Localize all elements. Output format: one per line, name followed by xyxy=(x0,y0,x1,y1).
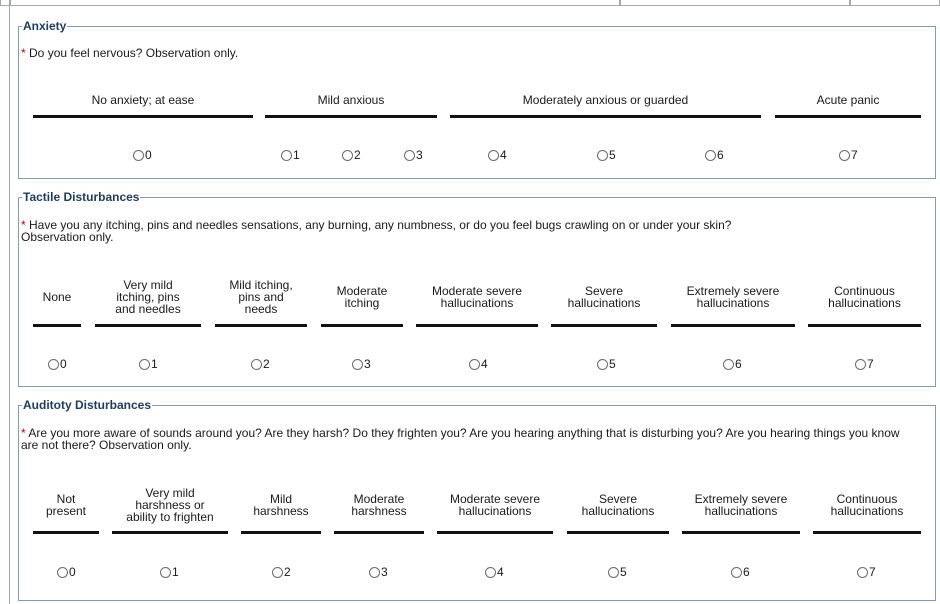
radio-circle[interactable] xyxy=(133,150,144,161)
top-cell xyxy=(10,0,620,6)
group-label-moderate: Moderately anxious or guarded xyxy=(522,93,689,107)
column-label-very-mild: Very mild itching, pins and needles xyxy=(115,278,181,316)
option-value: 6 xyxy=(735,357,742,371)
option-value: 4 xyxy=(481,357,488,371)
column-divider xyxy=(808,324,921,327)
section-tactile-disturbances xyxy=(18,190,936,387)
top-strip xyxy=(0,0,940,6)
radio-circle[interactable] xyxy=(281,150,292,161)
column-label-moderate-severe: Moderate severe hallucinations xyxy=(449,492,541,518)
group-label-acute-panic: Acute panic xyxy=(816,93,880,107)
tactile-option-2[interactable] xyxy=(251,358,270,370)
column-divider xyxy=(551,324,657,327)
tactile-option-6[interactable] xyxy=(723,358,742,370)
column-label-moderate-severe: Moderate severe hallucinations xyxy=(431,284,523,310)
anxiety-option-3[interactable] xyxy=(404,149,423,161)
column-label-continuous: Continuous hallucinations xyxy=(830,492,904,518)
anxiety-option-4[interactable] xyxy=(488,149,507,161)
question-line: Observation only. xyxy=(21,230,114,244)
tactile-option-7[interactable] xyxy=(855,358,874,370)
column-label-not-present: Not present xyxy=(45,492,87,518)
group-divider xyxy=(33,115,253,118)
radio-circle[interactable] xyxy=(272,567,283,578)
option-value: 5 xyxy=(609,148,616,162)
page-left-border xyxy=(9,0,10,604)
radio-circle[interactable] xyxy=(488,150,499,161)
radio-circle[interactable] xyxy=(597,359,608,370)
radio-circle[interactable] xyxy=(608,567,619,578)
option-value: 3 xyxy=(381,565,388,579)
radio-circle[interactable] xyxy=(342,150,353,161)
column-divider xyxy=(215,324,307,327)
column-label-none: None xyxy=(42,290,72,304)
required-marker: * xyxy=(21,46,26,60)
column-divider xyxy=(33,531,99,534)
tactile-option-1[interactable] xyxy=(139,358,158,370)
section-title: Tactile Disturbances xyxy=(23,190,140,204)
column-label-severe: Severe hallucinations xyxy=(567,284,641,310)
column-divider xyxy=(33,324,81,327)
column-divider xyxy=(437,531,553,534)
option-value: 0 xyxy=(60,357,67,371)
radio-circle[interactable] xyxy=(160,567,171,578)
option-value: 1 xyxy=(293,148,300,162)
option-value: 2 xyxy=(263,357,270,371)
radio-circle[interactable] xyxy=(251,359,262,370)
radio-circle[interactable] xyxy=(597,150,608,161)
column-divider xyxy=(671,324,795,327)
option-value: 2 xyxy=(284,565,291,579)
auditory-option-0[interactable] xyxy=(57,566,76,578)
section-title: Auditoty Disturbances xyxy=(23,398,152,412)
anxiety-option-1[interactable] xyxy=(281,149,300,161)
group-label-mild: Mild anxious xyxy=(317,93,385,107)
radio-circle[interactable] xyxy=(139,359,150,370)
auditory-option-3[interactable] xyxy=(369,566,388,578)
radio-circle[interactable] xyxy=(723,359,734,370)
option-value: 2 xyxy=(354,148,361,162)
radio-circle[interactable] xyxy=(731,567,742,578)
option-value: 7 xyxy=(851,148,858,162)
question-line: Do you feel nervous? Observation only. xyxy=(29,46,239,60)
question-text xyxy=(21,47,238,59)
auditory-option-1[interactable] xyxy=(160,566,179,578)
radio-circle[interactable] xyxy=(857,567,868,578)
question-line: Have you any itching, pins and needles sensations, any burning, any numbness, or do you feel bugs crawling on or under your skin? xyxy=(29,218,732,232)
tactile-option-4[interactable] xyxy=(469,358,488,370)
question-line: Are you more aware of sounds around you? Are they harsh? Do they frighten you? Are you hearing anything that is disturbing you? Are you hearing things you know xyxy=(28,426,900,440)
section-anxiety xyxy=(18,19,936,179)
section-title: Anxiety xyxy=(23,19,67,33)
column-divider xyxy=(416,324,538,327)
group-divider xyxy=(775,115,921,118)
column-label-mild-itching: Mild itching, pins and needs xyxy=(229,278,293,316)
option-value: 3 xyxy=(364,357,371,371)
option-value: 7 xyxy=(869,565,876,579)
top-cell xyxy=(620,0,850,6)
radio-circle[interactable] xyxy=(855,359,866,370)
auditory-option-6[interactable] xyxy=(731,566,750,578)
column-label-mild-harshness: Mild harshness xyxy=(253,492,309,518)
option-value: 4 xyxy=(497,565,504,579)
column-divider xyxy=(567,531,669,534)
option-value: 7 xyxy=(867,357,874,371)
column-label-moderate-harshness: Moderate harshness xyxy=(351,492,407,518)
radio-circle[interactable] xyxy=(352,359,363,370)
column-divider xyxy=(813,531,921,534)
radio-circle[interactable] xyxy=(469,359,480,370)
column-divider xyxy=(112,531,228,534)
required-marker: * xyxy=(21,426,26,440)
anxiety-option-6[interactable] xyxy=(705,149,724,161)
option-value: 4 xyxy=(500,148,507,162)
radio-circle[interactable] xyxy=(48,359,59,370)
column-label-severe: Severe hallucinations xyxy=(581,492,655,518)
required-marker: * xyxy=(21,218,26,232)
column-divider xyxy=(95,324,201,327)
column-label-extremely-severe: Extremely severe hallucinations xyxy=(694,492,788,518)
column-label-continuous: Continuous hallucinations xyxy=(828,284,901,310)
column-divider xyxy=(334,531,424,534)
column-label-extremely-severe: Extremely severe hallucinations xyxy=(686,284,780,310)
top-cell xyxy=(850,0,940,6)
column-divider xyxy=(682,531,800,534)
anxiety-option-5[interactable] xyxy=(597,149,616,161)
option-value: 5 xyxy=(620,565,627,579)
option-value: 5 xyxy=(609,357,616,371)
radio-circle[interactable] xyxy=(839,150,850,161)
column-label-moderate-itching: Moderate itching xyxy=(336,284,388,310)
anxiety-option-2[interactable] xyxy=(342,149,361,161)
anxiety-option-7[interactable] xyxy=(839,149,858,161)
tactile-option-5[interactable] xyxy=(597,358,616,370)
radio-circle[interactable] xyxy=(369,567,380,578)
option-value: 1 xyxy=(151,357,158,371)
tactile-option-3[interactable] xyxy=(352,358,371,370)
option-value: 1 xyxy=(172,565,179,579)
option-value: 3 xyxy=(416,148,423,162)
radio-circle[interactable] xyxy=(485,567,496,578)
radio-circle[interactable] xyxy=(57,567,68,578)
section-auditory-disturbances xyxy=(18,398,936,601)
radio-circle[interactable] xyxy=(404,150,415,161)
column-divider xyxy=(241,531,321,534)
anxiety-option-0[interactable] xyxy=(133,149,152,161)
group-label-no-anxiety: No anxiety; at ease xyxy=(91,93,195,107)
question-text xyxy=(21,427,900,451)
option-value: 6 xyxy=(743,565,750,579)
question-line: are not there? Observation only. xyxy=(21,438,192,452)
auditory-option-5[interactable] xyxy=(608,566,627,578)
group-divider xyxy=(265,115,437,118)
group-divider xyxy=(450,115,761,118)
column-label-very-mild-harshness: Very mild harshness or ability to frighten xyxy=(126,486,214,524)
column-divider xyxy=(321,324,403,327)
auditory-option-4[interactable] xyxy=(485,566,504,578)
question-text xyxy=(21,219,731,243)
auditory-option-2[interactable] xyxy=(272,566,291,578)
tactile-option-0[interactable] xyxy=(48,358,67,370)
option-value: 0 xyxy=(69,565,76,579)
auditory-option-7[interactable] xyxy=(857,566,876,578)
option-value: 0 xyxy=(145,148,152,162)
option-value: 6 xyxy=(717,148,724,162)
radio-circle[interactable] xyxy=(705,150,716,161)
